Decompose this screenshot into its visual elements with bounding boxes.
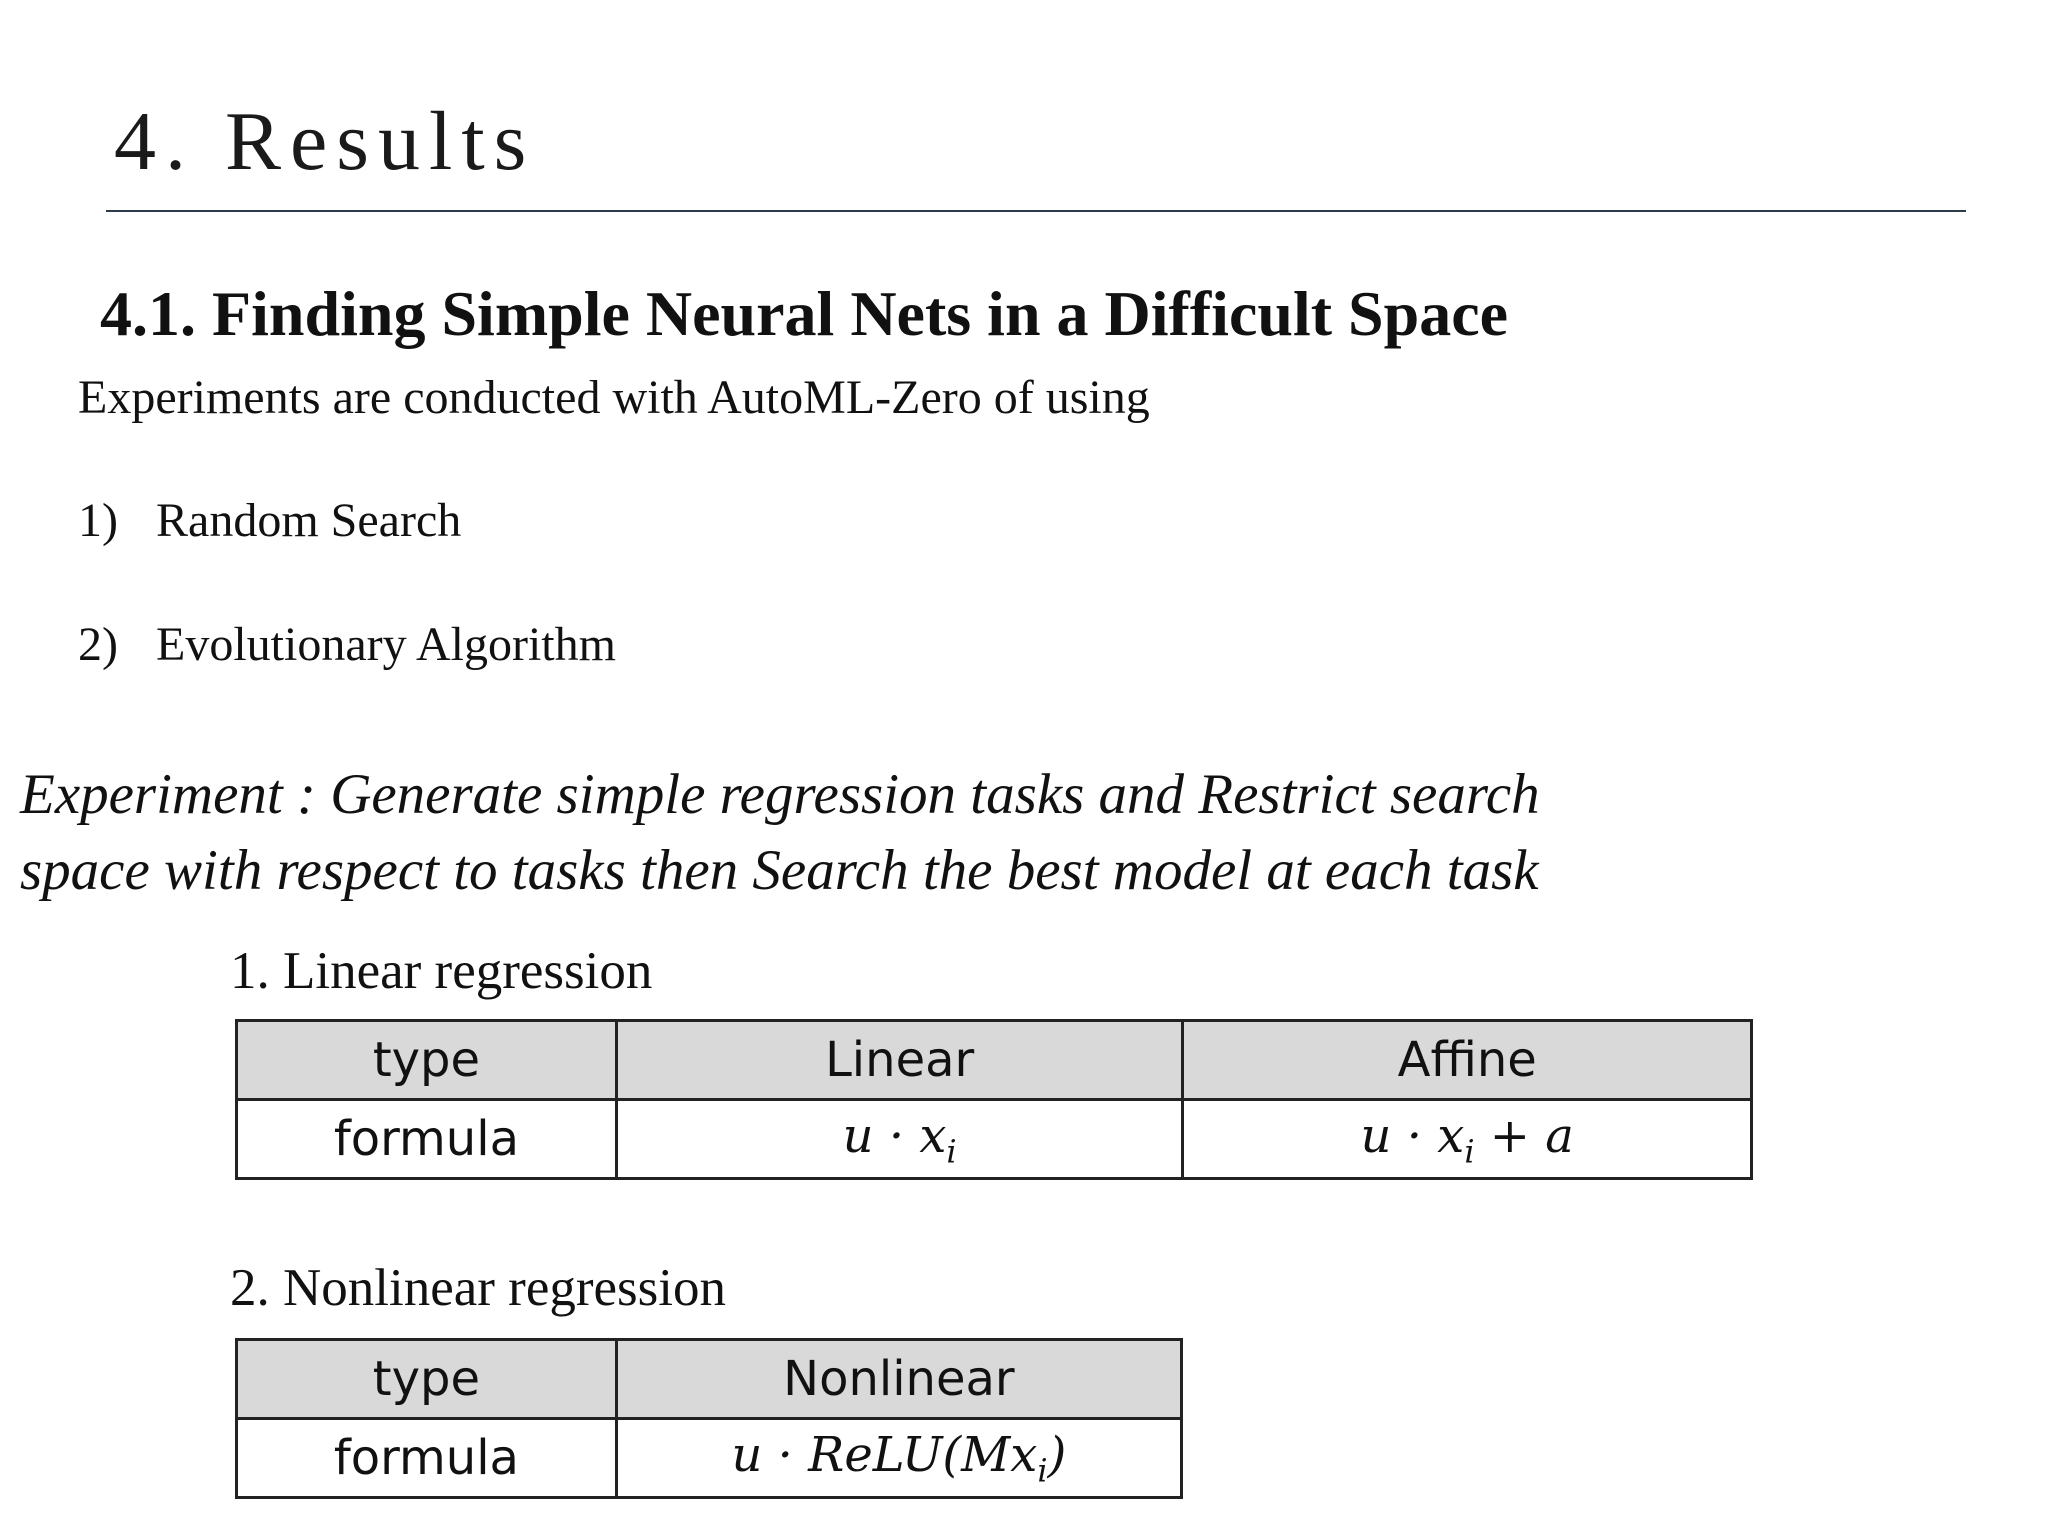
linear-regression-table [235,1019,1753,1180]
table-row [237,1021,1752,1100]
table-cell: Linear [616,1021,1183,1100]
table-row [237,1419,1182,1498]
nonlinear-regression-heading: 2. Nonlinear regression [230,1259,726,1317]
formula-cell: $u \cdot x_i$ [616,1100,1183,1179]
formula-cell: $u \cdot x_i + a$ [1183,1100,1752,1179]
table-cell: type [237,1340,617,1419]
linear-regression-heading: 1. Linear regression [230,942,653,1000]
slide-title: 4. Results [114,95,536,188]
list-item-number: 2) [78,618,118,671]
table-cell: Nonlinear [616,1340,1181,1419]
list-item [78,618,616,745]
list-item-label: Random Search [156,494,462,547]
list-item [78,494,616,621]
table-cell: formula [237,1100,617,1179]
formula-cell: $u \cdot ReLU(Mx_i)$ [616,1419,1181,1498]
table-row [237,1340,1182,1419]
experiment-line-2: space with respect to tasks then Search the best model at each task [20,839,1539,902]
table-cell: formula [237,1419,617,1498]
intro-text: Experiments are conducted with AutoML-Zero of using [78,371,1150,424]
section-heading: 4.1. Finding Simple Neural Nets in a Difficult Space [100,278,1509,349]
list-item-number: 1) [78,494,118,547]
table-row [237,1100,1752,1179]
title-divider [106,210,1966,212]
method-list [78,494,616,745]
list-item-label: Evolutionary Algorithm [156,618,616,671]
experiment-description [20,757,1820,909]
table-cell: Affine [1183,1021,1752,1100]
table-cell: type [237,1021,617,1100]
experiment-line-1: Experiment : Generate simple regression tasks and Restrict search [20,763,1540,826]
nonlinear-regression-table [235,1338,1183,1499]
